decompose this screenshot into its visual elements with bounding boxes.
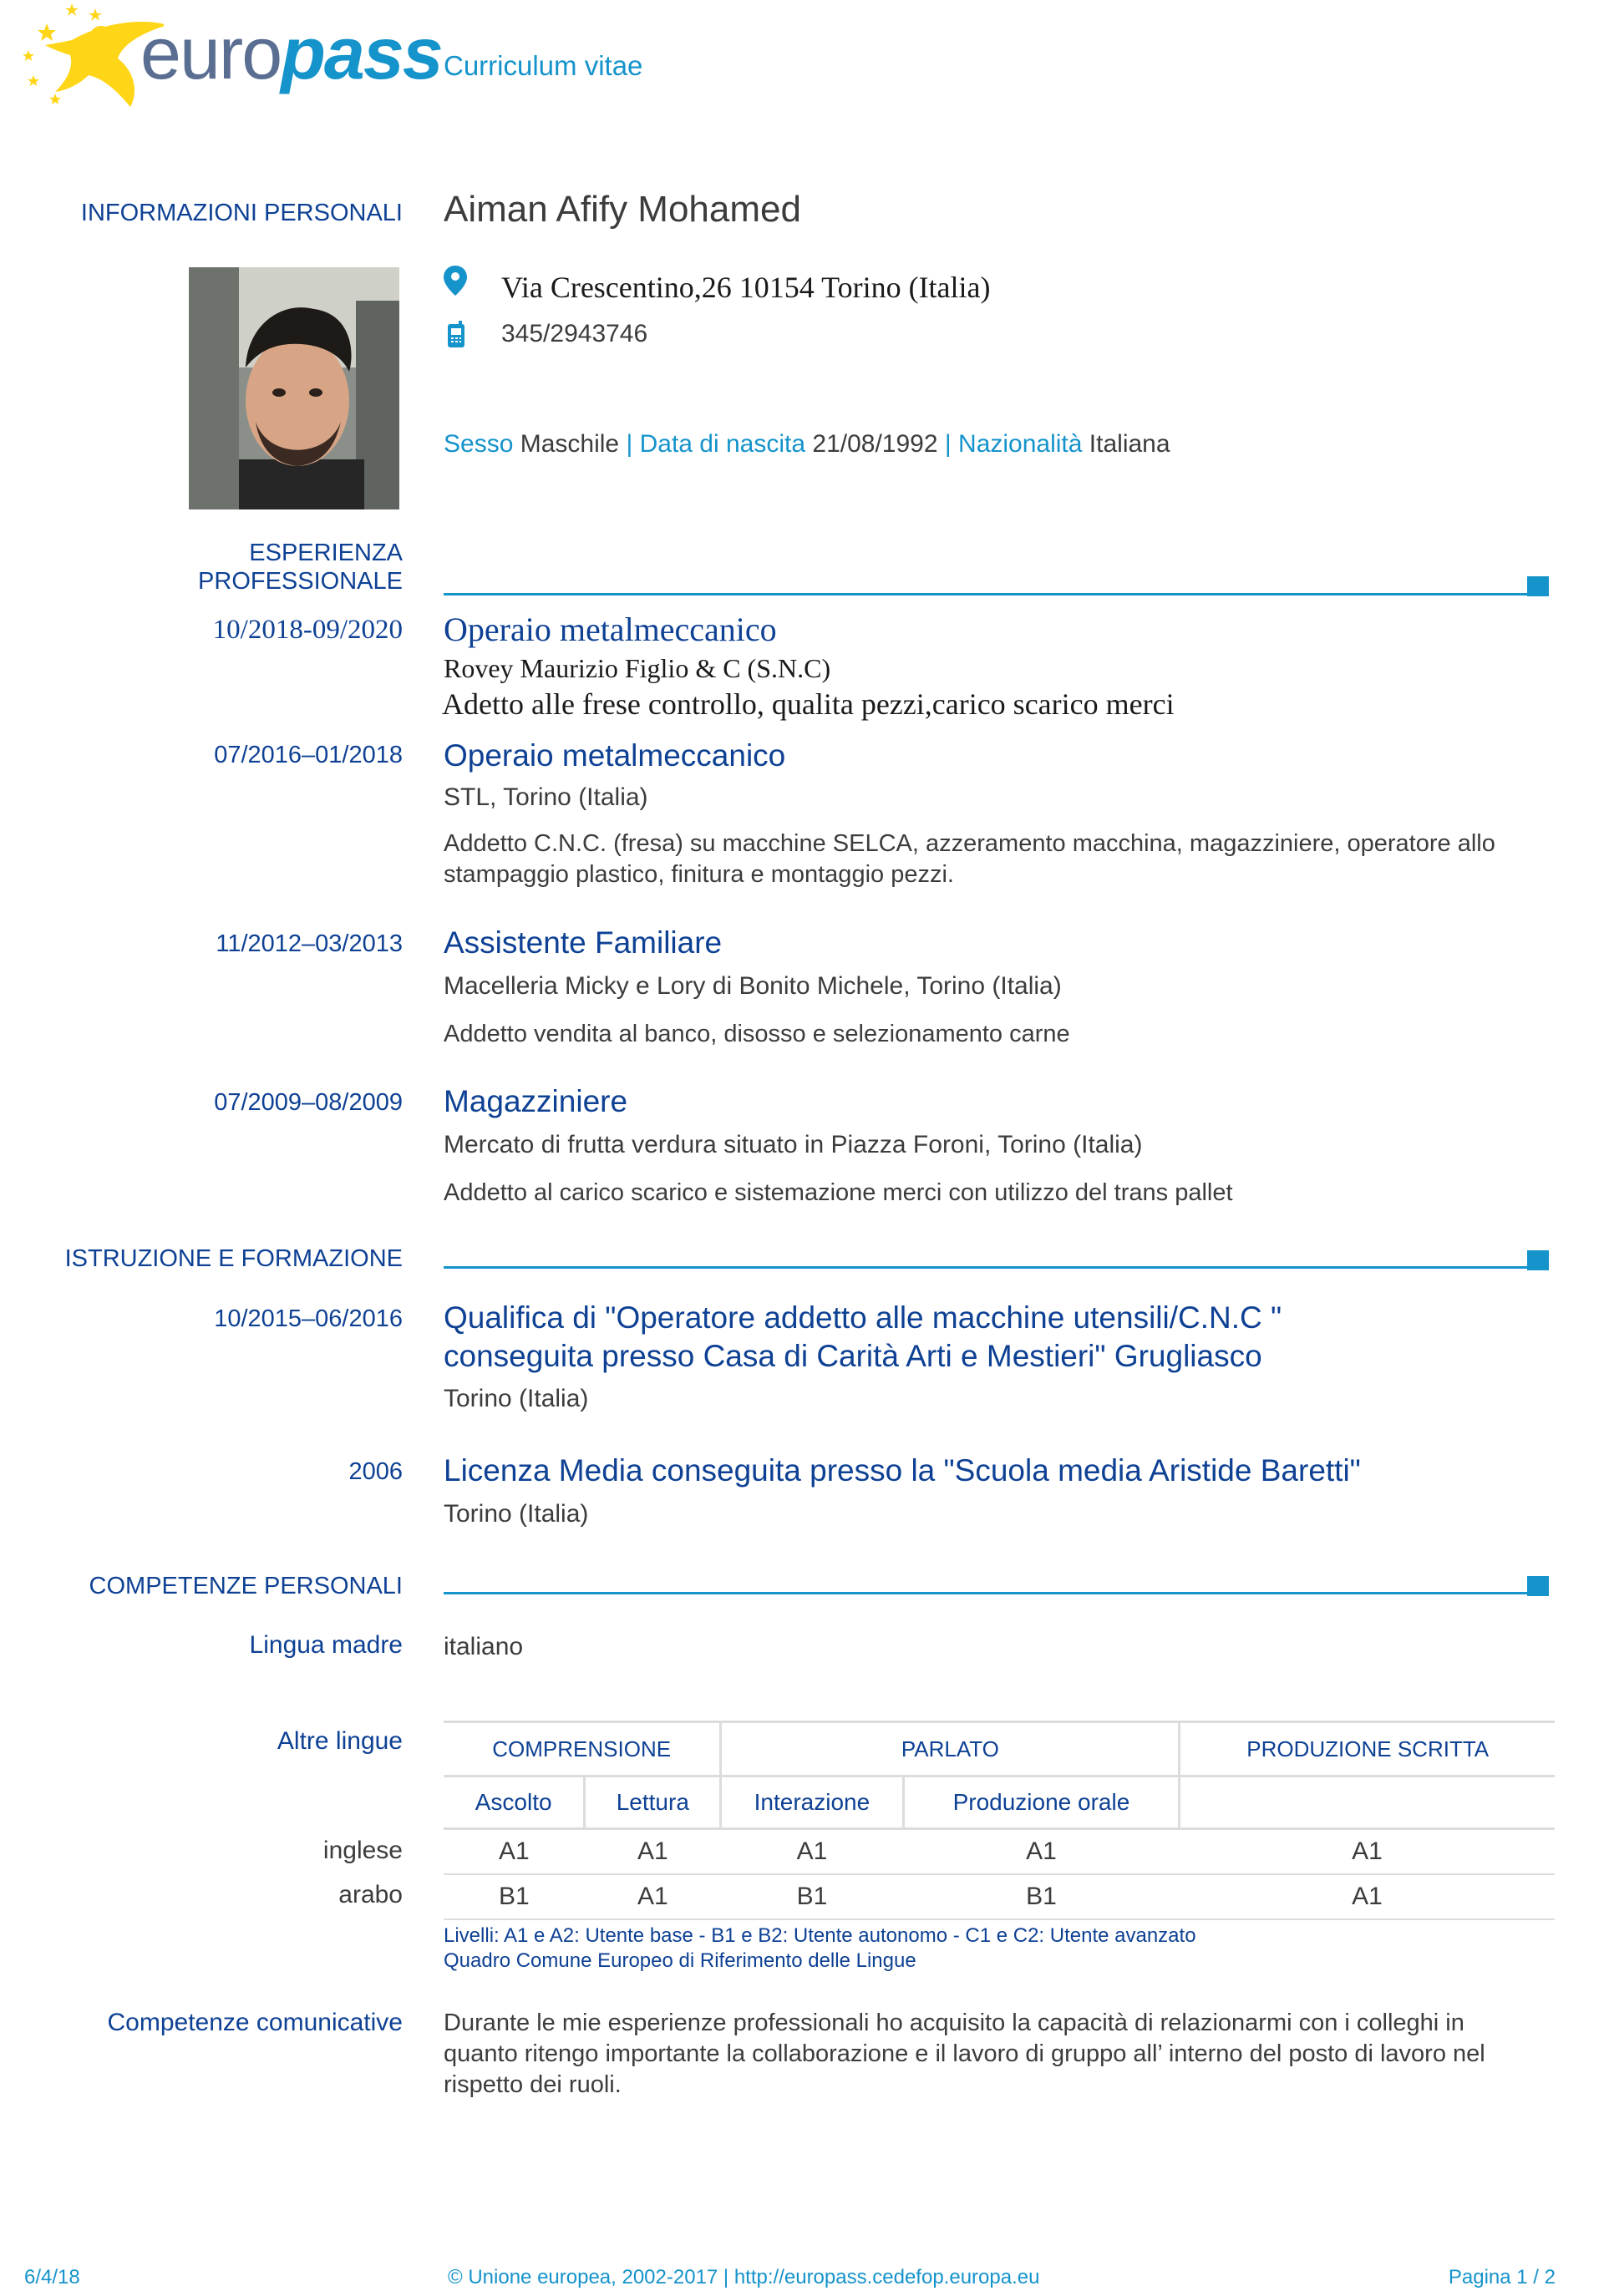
job-employer: Rovey Maurizio Figlio & C (S.N.C): [444, 653, 831, 683]
sex-key: Sesso: [444, 430, 514, 458]
section-label-personal: INFORMAZIONI PERSONALI: [80, 200, 403, 226]
document-type: Curriculum vitae: [444, 50, 643, 81]
mobile-phone-icon: [448, 321, 464, 352]
address-text: Via Crescentino,26 10154 Torino (Italia): [501, 271, 991, 304]
language-name: arabo: [338, 1881, 403, 1908]
separator: |: [626, 430, 633, 458]
levels-legend-line: Livelli: A1 e A2: Utente base - B1 e B2: Utente autonomo - C1 e C2: Utente avanzato: [444, 1924, 1196, 1947]
nationality-key: Nazionalità: [958, 430, 1083, 458]
education-dates: 10/2015–06/2016: [214, 1305, 403, 1332]
footer-copyright[interactable]: © Unione europea, 2002-2017 | http://europass.cedefop.europa.eu: [448, 2266, 1040, 2288]
logo-text-pass: pass: [281, 12, 442, 94]
section-divider: [444, 1592, 1527, 1594]
level-cell: B1: [721, 1874, 903, 1919]
job-description: Adetto alle frese controllo, qualita pezzi,carico scarico merci: [442, 687, 1175, 721]
education-title-line: conseguita presso Casa di Carità Arti e Mestieri" Grugliasco: [444, 1339, 1262, 1373]
person-name: Aiman Afify Mohamed: [444, 189, 801, 230]
education-place: Torino (Italia): [444, 1500, 589, 1528]
subheader-listening: Ascolto: [444, 1776, 585, 1829]
section-label-education: ISTRUZIONE E FORMAZIONE: [64, 1245, 403, 1272]
subheader-oral-production: Produzione orale: [903, 1776, 1180, 1829]
section-label-line: PROFESSIONALE: [198, 568, 403, 595]
education-title-line: Qualifica di "Operatore addetto alle macchine utensili/C.N.C ": [444, 1300, 1282, 1335]
job-dates: 10/2018-09/2020: [212, 615, 403, 645]
table-row: [444, 1874, 1555, 1919]
nationality-value: Italiana: [1089, 430, 1170, 458]
mother-tongue-label: Lingua madre: [249, 1631, 403, 1659]
job-description: Addetto al carico scarico e sistemazione merci con utilizzo del trans pallet: [444, 1179, 1233, 1206]
footer-date: 6/4/18: [24, 2266, 80, 2288]
level-cell: A1: [903, 1829, 1180, 1875]
language-name: inglese: [322, 1837, 403, 1864]
header-comprehension: COMPRENSIONE: [444, 1722, 721, 1776]
phone-number: 345/2943746: [501, 320, 648, 347]
section-square-icon: [1527, 1250, 1549, 1270]
section-divider: [444, 1266, 1527, 1269]
section-divider: [444, 593, 1527, 596]
job-employer: STL, Torino (Italia): [444, 783, 648, 811]
level-cell: A1: [1180, 1874, 1555, 1919]
communication-skills-text: Durante le mie esperienze professionali ho acquisito la capacità di relazionarmi con i colleghi in quanto ritengo importante la collaborazione e il lavoro di gruppo all’ interno del posto di lavoro nel rispetto dei ruoli.: [444, 2010, 1485, 2098]
footer-page-number: Pagina 1 / 2: [1448, 2266, 1556, 2288]
level-cell: B1: [903, 1874, 1180, 1919]
job-title: Operaio metalmeccanico: [444, 738, 786, 773]
table-subheader-row: [444, 1776, 1555, 1829]
level-cell: A1: [721, 1829, 903, 1875]
birth-key: Data di nascita: [639, 430, 806, 458]
section-square-icon: [1527, 576, 1549, 596]
header-writing: PRODUZIONE SCRITTA: [1180, 1722, 1555, 1776]
section-label-experience: [198, 539, 403, 596]
level-cell: A1: [1180, 1829, 1555, 1875]
job-title: Assistente Familiare: [444, 925, 723, 960]
table-header-row: [444, 1722, 1555, 1776]
job-description: Addetto vendita al banco, disosso e selezionamento carne: [444, 1021, 1070, 1047]
section-label-skills: COMPETENZE PERSONALI: [89, 1573, 403, 1599]
job-title: Magazziniere: [444, 1084, 628, 1118]
job-employer: Mercato di frutta verdura situato in Piazza Foroni, Torino (Italia): [444, 1131, 1143, 1158]
sex-value: Maschile: [520, 430, 620, 458]
europass-wordmark: [140, 12, 442, 95]
level-cell: A1: [585, 1829, 721, 1875]
subheader-empty: [1180, 1776, 1555, 1829]
job-employer: Macelleria Micky e Lory di Bonito Michele, Torino (Italia): [444, 972, 1062, 1000]
table-row: [444, 1829, 1555, 1875]
education-place: Torino (Italia): [444, 1385, 589, 1412]
job-dates: 07/2009–08/2009: [214, 1089, 403, 1116]
level-cell: A1: [585, 1874, 721, 1919]
level-cell: A1: [444, 1829, 585, 1875]
section-square-icon: [1527, 1576, 1549, 1596]
section-label-line: ESPERIENZA: [249, 540, 403, 566]
job-dates: 11/2012–03/2013: [216, 930, 403, 957]
profile-photo: [189, 267, 399, 509]
other-languages-label: Altre lingue: [277, 1727, 403, 1755]
logo-text-euro: euro: [140, 12, 282, 94]
location-pin-icon: [444, 266, 467, 300]
birth-value: 21/08/1992: [812, 430, 938, 458]
communication-skills-label: Competenze comunicative: [107, 2009, 403, 2036]
job-title: Operaio metalmeccanico: [444, 611, 777, 648]
education-dates: 2006: [348, 1458, 403, 1485]
mother-tongue-value: italiano: [444, 1633, 524, 1660]
level-cell: B1: [444, 1874, 585, 1919]
separator: |: [944, 430, 952, 458]
job-description: Addetto C.N.C. (fresa) su macchine SELCA, azzeramento macchina, magazziniere, operatore allo stampaggio plastico, finitura e montaggio pezzi.: [444, 830, 1495, 888]
education-title: [444, 1299, 1530, 1376]
education-title: Licenza Media conseguita presso la "Scuola media Aristide Baretti": [444, 1453, 1361, 1488]
header-speaking: PARLATO: [721, 1722, 1180, 1776]
subheader-interaction: Interazione: [721, 1776, 903, 1829]
personal-details: [444, 430, 1170, 459]
job-dates: 07/2016–01/2018: [214, 742, 403, 768]
subheader-reading: Lettura: [585, 1776, 721, 1829]
levels-legend: [444, 1923, 1196, 1974]
cefr-link[interactable]: Quadro Comune Europeo di Riferimento delle Lingue: [444, 1949, 916, 1972]
languages-table: [444, 1721, 1555, 1920]
